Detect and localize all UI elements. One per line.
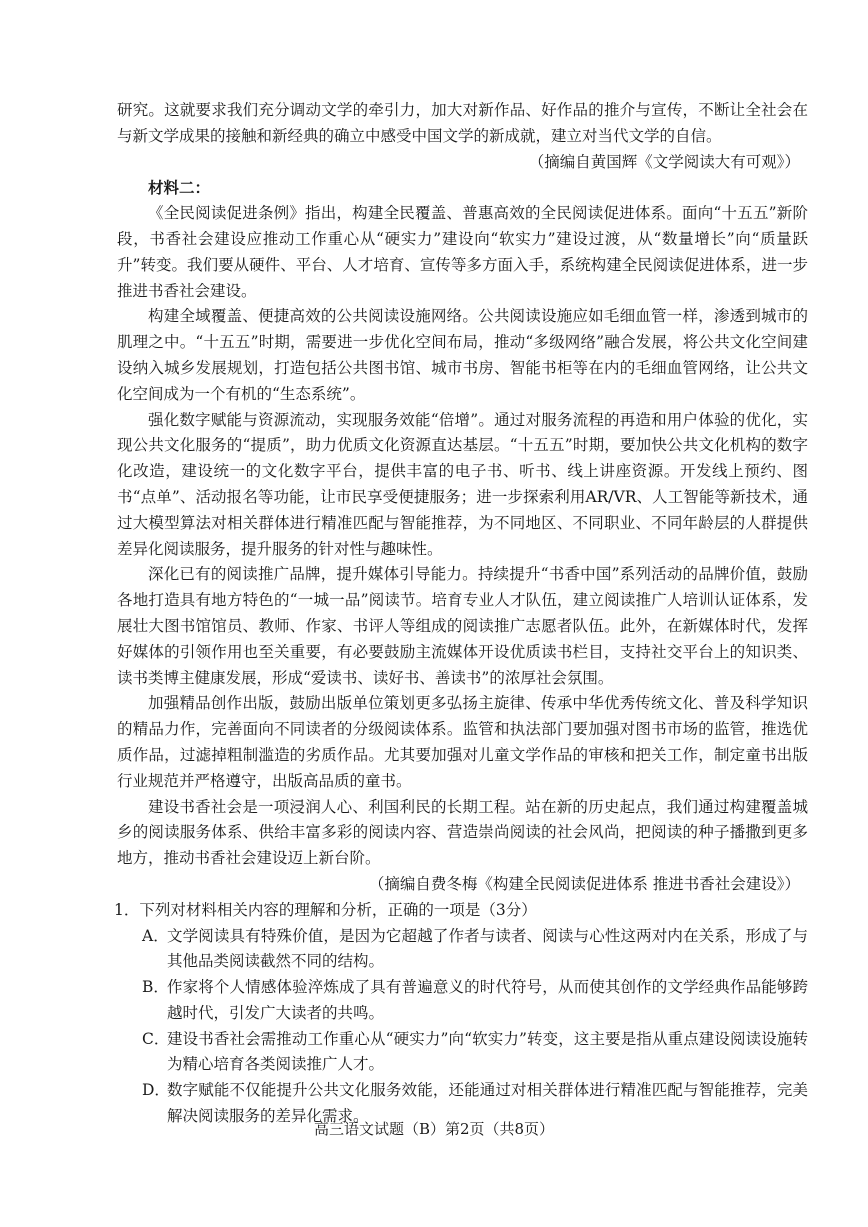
option-key: B． <box>142 978 169 997</box>
question-1-option-a <box>142 924 808 976</box>
option-key: D． <box>142 1081 170 1100</box>
material2-paragraph: 《全民阅读促进条例》指出，构建全民覆盖、普惠高效的全民阅读促进体系。面向“十五五”新阶段，书香社会建设应推动工作重心从“硬实力”建设向“软实力”建设过渡，从“数量增长”向“质量跃升”转变。我们要从硬件、平台、人才培育、宣传等多方面入手，系统构建全民阅读促进体系，进一步推进书香社会建设。 <box>117 204 808 300</box>
option-text: 建设书香社会需推动工作重心从“硬实力”向“软实力”转变，这主要是指从重点建设阅读设施转为精心培育各类阅读推广人才。 <box>167 1029 808 1074</box>
material1-source: （摘编自黄国辉《文学阅读大有可观》） <box>528 152 800 171</box>
material2-paragraph: 深化已有的阅读推广品牌，提升媒体引导能力。持续提升“书香中国”系列活动的品牌价值，鼓励各地打造具有地方特色的“一城一品”阅读节。培育专业人才队伍，建立阅读推广人培训认证体系，发展壮大图书馆馆员、教师、作家、书评人等组成的阅读推广志愿者队伍。此外，在新媒体时代，发挥好媒体的引领作用也至关重要，有必要鼓励主流媒体开设优质读书栏目，支持社交平台上的知识类、读书类博主健康发展，形成“爱读书、读好书、善读书”的浓厚社会氛围。 <box>117 565 808 687</box>
question-1-stem: 1．下列对材料相关内容的理解和分析，正确的一项是（3分） <box>114 900 537 919</box>
material2-paragraph: 加强精品创作出版，鼓励出版单位策划更多弘扬主旋律、传承中华优秀传统文化、普及科学知识的精品力作，完善面向不同读者的分级阅读体系。监管和执法部门要加强对图书市场的监管，推选优质作品，过滤掉粗制滥造的劣质作品。尤其要加强对儿童文学作品的审核和把关工作，制定童书出版行业规范并严格遵守，出版高品质的童书。 <box>117 694 808 790</box>
option-key: A． <box>142 926 169 945</box>
material2-heading: 材料二： <box>148 178 211 198</box>
material1-tail-paragraph: 研究。这就要求我们充分调动文学的牵引力，加大对新作品、好作品的推介与宣传，不断让全社会在与新文学成果的接触和新经典的确立中感受中国文学的新成就，建立对当代文学的自信。 <box>117 101 808 145</box>
material2-paragraph: 建设书香社会是一项浸润人心、利国利民的长期工程。站在新的历史起点，我们通过构建覆盖城乡的阅读服务体系、供给丰富多彩的阅读内容、营造崇尚阅读的社会风尚，把阅读的种子播撒到更多地方，推动书香社会建设迈上新台阶。 <box>117 797 808 868</box>
option-text: 作家将个人情感体验淬炼成了具有普遍意义的时代符号，从而使其创作的文学经典作品能够跨越时代，引发广大读者的共鸣。 <box>167 978 808 1022</box>
option-text: 数字赋能不仅能提升公共文化服务效能，还能通过对相关群体进行精准匹配与智能推荐，完美解决阅读服务的差异化需求。 <box>167 1081 808 1126</box>
option-text: 文学阅读具有特殊价值，是因为它超越了作者与读者、阅读与心性这两对内在关系，形成了与其他品类阅读截然不同的结构。 <box>167 926 808 971</box>
question-1-option-c <box>142 1027 808 1079</box>
option-key: C． <box>142 1029 170 1048</box>
material2-paragraph: 构建全域覆盖、便捷高效的公共阅读设施网络。公共阅读设施应如毛细血管一样，渗透到城市的肌理之中。“十五五”时期，需要进一步优化空间布局，推动“多级网络”融合发展，将公共文化空间建设纳入城乡发展规划，打造包括公共图书馆、城市书房、智能书柜等在内的毛细血管网络，让公共文化空间成为一个有机的“生态系统”。 <box>117 307 808 403</box>
question-1-option-b <box>142 975 808 1027</box>
material2-paragraph: 强化数字赋能与资源流动，实现服务效能“倍增”。通过对服务流程的再造和用户体验的优化，实现公共文化服务的“提质”，助力优质文化资源直达基层。“十五五”时期，要加快公共文化机构的数字化改造，建设统一的文化数字平台，提供丰富的电子书、听书、线上讲座资源。开发线上预约、图书“点单”、活动报名等功能，让市民享受便捷服务；进一步探索利用AR/VR、人工智能等新技术，通过大模型算法对相关群体进行精准匹配与智能推荐，为不同地区、不同职业、不同年龄层的人群提供差异化阅读服务，提升服务的针对性与趣味性。 <box>117 410 808 558</box>
page-footer: 高三语文试题（B）第2页（共8页） <box>313 1120 555 1138</box>
material2-source: （摘编自费冬梅《构建全民阅读促进体系 推进书香社会建设》） <box>368 874 800 893</box>
